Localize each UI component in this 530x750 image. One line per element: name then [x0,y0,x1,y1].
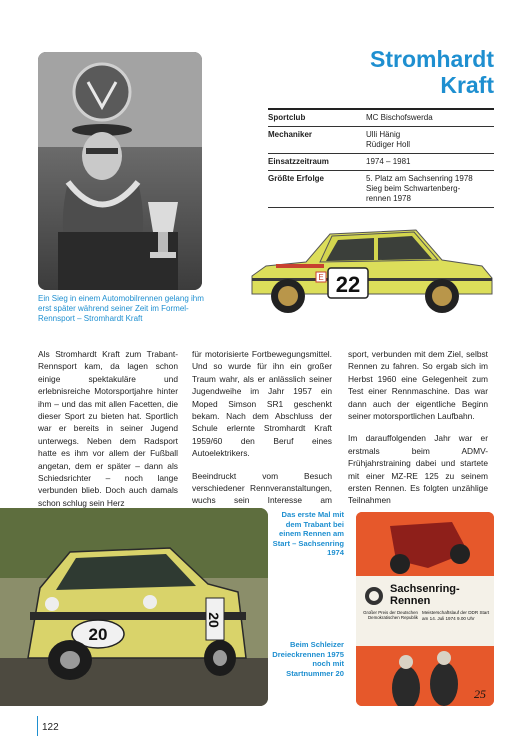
info-label: Einsatzzeitraum [268,157,329,166]
info-row-mechaniker [268,127,494,154]
body-paragraph: Im darauffolgenden Jahr war er erstmals beim ADMV-Frühjahrstraining dabei und startete mit einer MZ-RE 125 zu seinem ersten Rennen. Es folgten unzählige Teilnahmen [348,433,488,506]
body-paragraph: Als Stromhardt Kraft zum Trabant-Rennsport kam, da lagen schon einige spektakuläre und erlebnisreiche Motorsportjahre hinter ihm – und das mit allen Facetten, die dieser Sport zu bieten hat. Sportlich war er bereits in seiner Jugend unterwegs. Neben dem Radsport hatte es ihm vor allem der Fußball angetan, dem er später – dann als Schiedsrichter – noch lange verbunden blieb. Doch auch damals schon schlug sein Herz [38,349,178,508]
info-label: Sportclub [268,113,306,122]
info-value-line: 5. Platz am Sachsenring 1978 [366,174,473,183]
body-column-1 [38,348,178,519]
poster-title-line-2: Rennen [390,595,431,607]
body-column-2 [192,348,332,529]
info-label: Mechaniker [268,130,313,139]
info-value-line: 1974 – 1981 [366,157,411,166]
info-label: Größte Erfolge [268,174,325,183]
info-value [366,157,494,167]
caption-schleiz-1975: Beim Schleizer Dreieckrennen 1975 noch mit Startnummer 20 [272,640,344,678]
info-value-line: Rüdiger Holl [366,140,411,149]
body-paragraph: für motorisierte Fortbewegungsmittel. Und so wurde für ihn ein großer Traum wahr, als er anlässlich seiner Jugendweihe im Jahr 1957 ein Moped Simson SR1 geschenkt bekam. Nach dem Abschluss der Schule erlernte Stromhardt Kraft 1959/60 den Beruf eines Autoelektrikers. [192,349,332,459]
info-row-erfolge [268,171,494,208]
info-row-sportclub [268,110,494,127]
info-row-einsatzzeitraum [268,154,494,171]
body-paragraph: sport, verbunden mit dem Ziel, selbst Rennen zu fahren. So ergab sich im Herbst 1960 eine Gelegenheit zum Test einer Rennmaschine. Das war dann auch der eigentliche Beginn seiner motorsportlichen Laufbahn. [348,349,488,422]
info-value-line: MC Bischofswerda [366,113,433,122]
info-value [366,130,494,150]
title-line-1: Stromhardt [370,46,494,72]
body-paragraph: Beeindruckt vom Besuch verschiedener Rennveranstaltungen, wuchs sein Interesse am [192,470,332,506]
poster-grand-prix-text: Großer Preis der Deutschen Demokratischen Republik [363,610,418,621]
caption-sachsenring-1974: Das erste Mal mit dem Trabant bei einem Rennen am Start – Sachsenring 1974 [272,510,344,558]
car-plate-letter: E [318,273,324,282]
driver-trophy-photo [38,52,202,290]
poster-start-info: Meisterschaftslauf der DDR Start am 14. Juli 1974 9.00 Uhr [422,610,490,621]
car-start-number: 22 [335,272,361,297]
info-value-line: rennen 1978 [366,194,411,203]
poster-anniversary-badge: 25 [474,687,486,701]
front-start-number: 20 [88,625,108,644]
driver-info-table [268,108,494,208]
info-value [366,174,494,204]
trabant-race-car-illustration [246,218,496,318]
side-start-number: 20 [206,612,222,628]
title-line-2: Kraft [440,72,494,98]
sachsenring-poster [356,512,494,706]
body-column-3 [348,348,488,517]
page-number: 122 [42,722,59,733]
top-photo-caption: Ein Sieg in einem Automobilrennen gelang ihm erst später während seiner Zeit im Formel-Rennsport – Stromhardt Kraft [38,294,204,323]
page-number-rule [37,716,38,736]
info-value-line: Sieg beim Schwartenberg- [366,184,461,193]
info-value-line: Ulli Hänig [366,130,401,139]
poster-title-line-1: Sachsenring- [390,583,460,595]
race-car-photo [0,508,268,706]
info-value [366,113,494,123]
page-title [370,46,494,98]
